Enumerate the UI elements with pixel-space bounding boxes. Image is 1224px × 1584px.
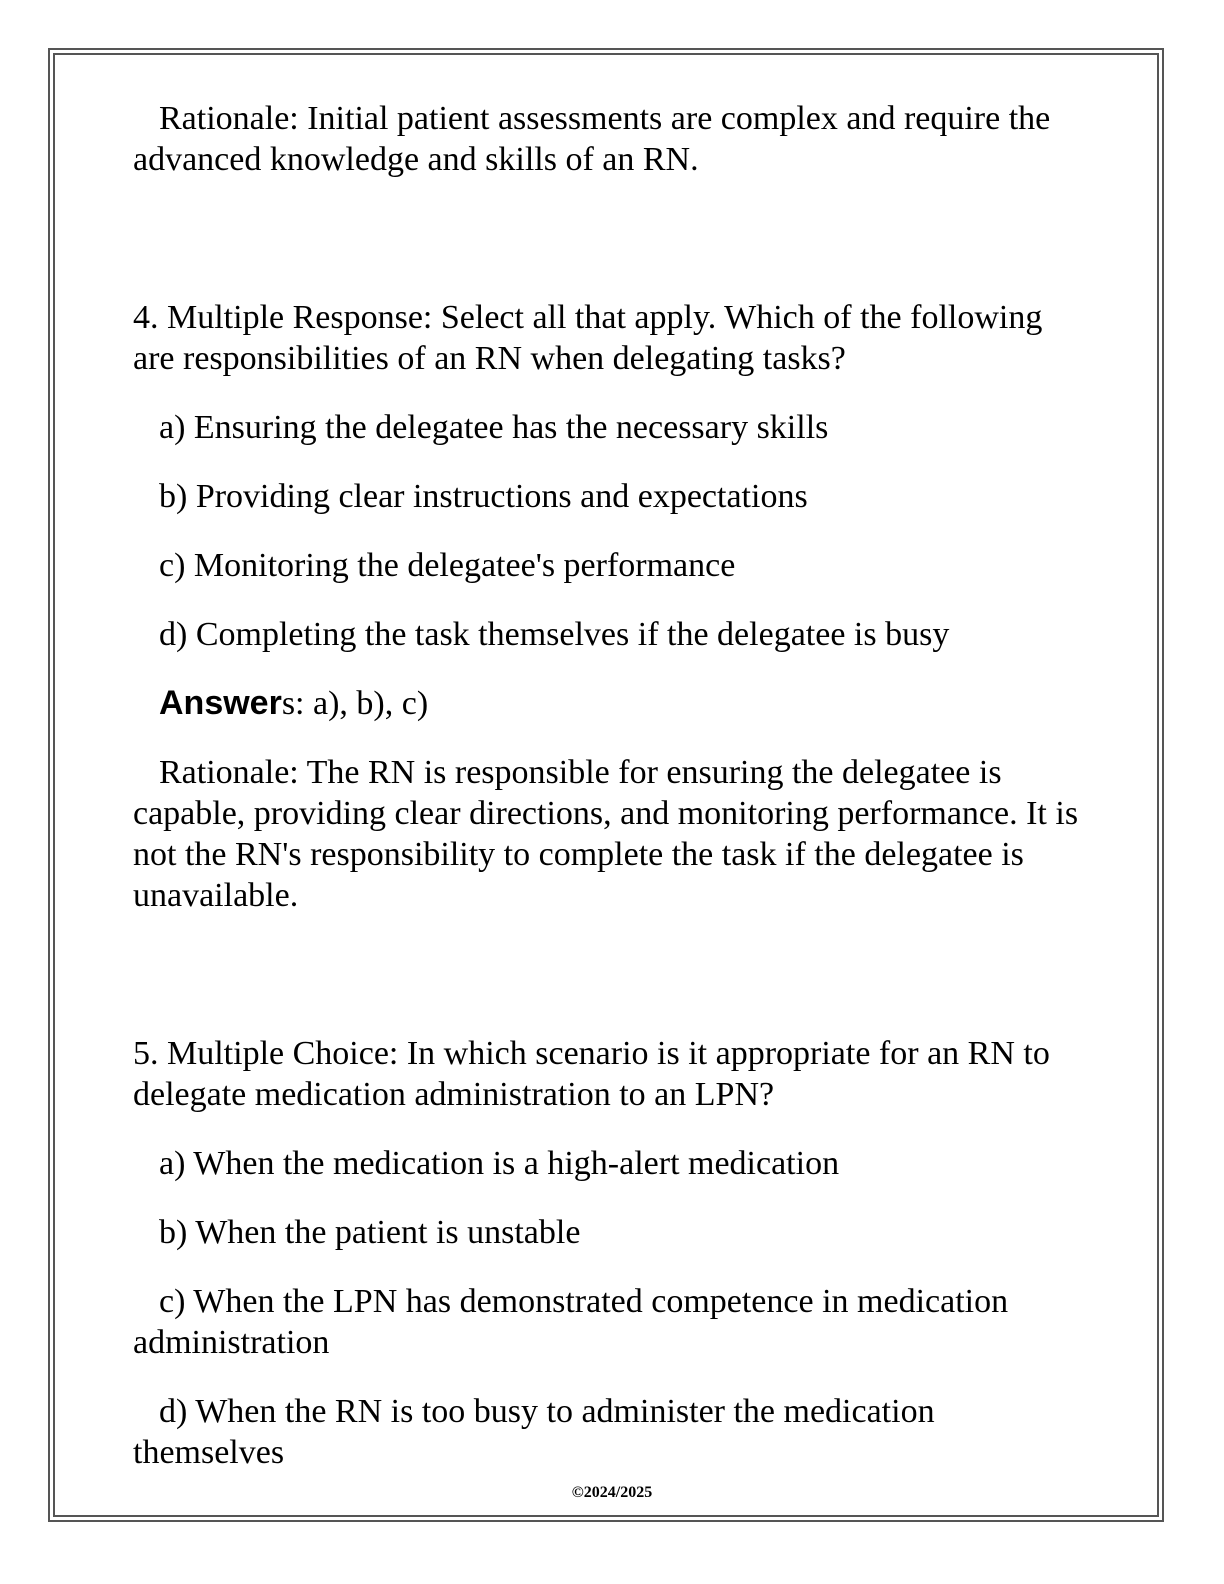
q4-option-d: d) Completing the task themselves if the delegatee is busy: [159, 616, 950, 653]
q4-question-text: 4. Multiple Response: Select all that apply. Which of the following are responsibilities of an RN when delegating tasks?: [133, 299, 1043, 377]
q4-option-c: c) Monitoring the delegatee's performance: [159, 547, 736, 584]
question-4: [133, 297, 1083, 916]
q4-answer: [133, 683, 1083, 724]
q3-rationale: Rationale: Initial patient assessments are complex and require the advanced knowledge and skills of an RN.: [133, 100, 1051, 178]
q4-rationale: Rationale: The RN is responsible for ensuring the delegatee is capable, providing clear directions, and monitoring performance. It is not the RN's responsibility to complete the task if the delegatee is unavailable.: [133, 754, 1079, 914]
q5-question-text: 5. Multiple Choice: In which scenario is it appropriate for an RN to delegate medication administration to an LPN?: [133, 1035, 1050, 1113]
q4-option-b: b) Providing clear instructions and expectations: [159, 478, 808, 515]
question-5: [133, 1033, 1083, 1473]
answer-label: Answer: [159, 684, 282, 722]
copyright-footer: ©2024/2025: [571, 1484, 653, 1501]
q4-option-a: a) Ensuring the delegatee has the necessary skills: [159, 409, 829, 446]
page-content: [133, 98, 1083, 1473]
q5-option-c: c) When the LPN has demonstrated competence in medication administration: [133, 1283, 1009, 1361]
answer-values: s: a), b), c): [281, 685, 429, 722]
q5-option-b: b) When the patient is unstable: [159, 1214, 581, 1251]
q5-option-a: a) When the medication is a high-alert medication: [159, 1145, 840, 1182]
q5-option-d: d) When the RN is too busy to administer the medication themselves: [133, 1393, 935, 1471]
